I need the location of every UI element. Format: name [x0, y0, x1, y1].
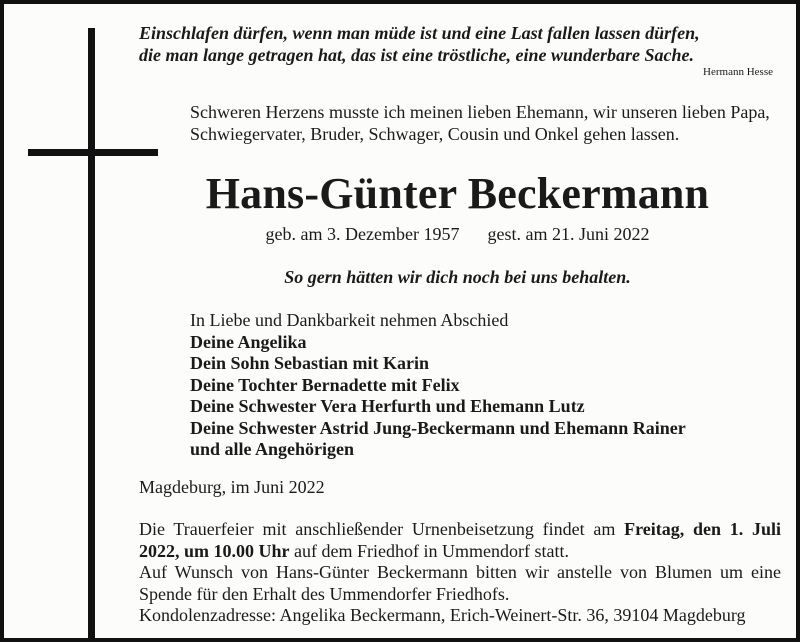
funeral-datetime: Freitag, den 1. Juli 2022, um 10.00 Uhr — [139, 519, 782, 561]
donation-request: Auf Wunsch von Hans-Günter Beckermann bitten wir anstelle von Blumen um eine Spende für den Erhalt des Ummendorfer Friedhofs. — [139, 562, 781, 604]
mourners-intro: In Liebe und Dankbarkeit nehmen Abschied — [190, 310, 509, 330]
quote — [139, 22, 779, 66]
quote-line: Einschlafen dürfen, wenn man müde ist und eine Last fallen lassen dürfen, — [139, 23, 700, 43]
quote-line: die man lange getragen hat, das ist eine tröstliche, eine wunderbare Sache. — [139, 45, 695, 65]
intro-line: Schweren Herzens musste ich meinen lieben Ehemann, wir unseren lieben Papa, — [190, 102, 770, 122]
life-dates — [4, 223, 796, 245]
funeral-info-end: auf dem Friedhof in Ummendorf statt. — [289, 540, 569, 561]
mourner: Deine Angelika — [190, 331, 307, 352]
mourner: Dein Sohn Sebastian mit Karin — [190, 353, 430, 373]
funeral-info-start: Die Trauerfeier mit anschließender Urnenbeisetzung findet am — [139, 519, 625, 539]
condolence-address: Kondolenzadresse: Angelika Beckermann, Erich-Weinert-Str. 36, 39104 Magdeburg — [139, 605, 746, 625]
mourner: und alle Angehörigen — [190, 439, 355, 459]
quote-author: Hermann Hesse — [703, 66, 773, 78]
mourner: Deine Schwester Vera Herfurth und Ehemann Lutz — [190, 396, 585, 416]
cross-icon-bar — [28, 149, 158, 156]
birth-date: geb. am 3. Dezember 1957 — [265, 224, 460, 244]
mourner: Deine Schwester Astrid Jung-Beckermann und Ehemann Rainer — [190, 417, 686, 438]
funeral-notice — [139, 519, 781, 627]
place-date: Magdeburg, im Juni 2022 — [139, 477, 325, 497]
motto: So gern hätten wir dich noch bei uns behalten. — [284, 267, 631, 287]
funeral-info — [139, 519, 781, 562]
intro-line: Schwiegervater, Bruder, Schwager, Cousin und Onkel gehen lassen. — [190, 124, 680, 144]
mourners-list — [190, 310, 780, 461]
mourner: Deine Tochter Bernadette mit Felix — [190, 374, 460, 395]
intro-text — [190, 101, 790, 145]
cross-icon — [88, 28, 95, 642]
death-date: gest. am 21. Juni 2022 — [487, 224, 650, 244]
deceased-name: Hans-Günter Beckermann — [205, 169, 710, 218]
